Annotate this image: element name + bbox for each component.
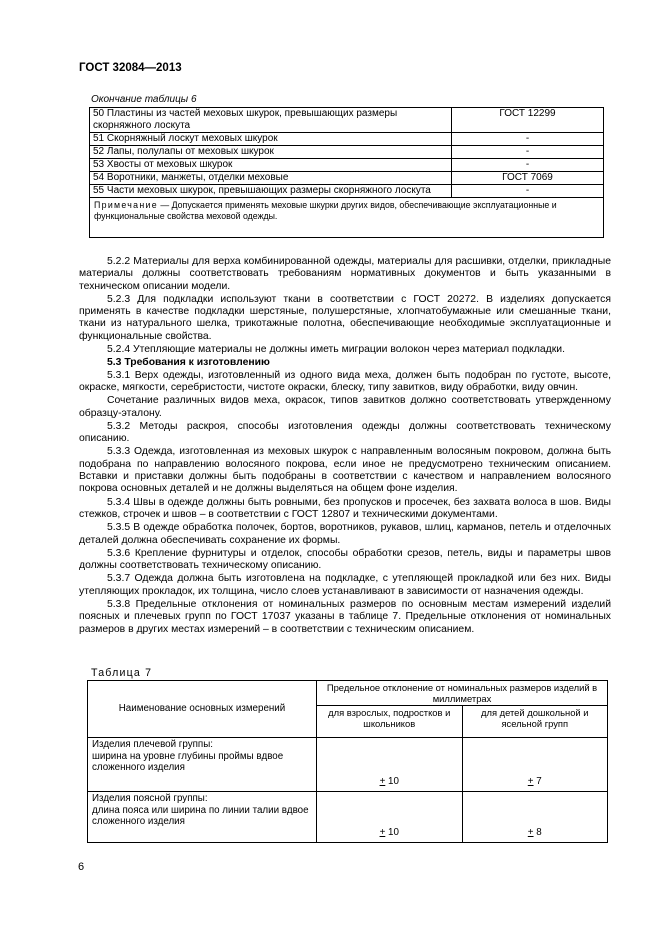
table-row (90, 172, 604, 185)
table6-cell-name: 53 Хвосты от меховых шкурок (90, 159, 452, 172)
measurement-group: Изделия плечевой группы: (92, 739, 213, 750)
table-row (90, 159, 604, 172)
table6-cell-name: 52 Лапы, полулапы от меховых шкурок (90, 146, 452, 159)
table6-cell-standard: ГОСТ 7069 (452, 172, 604, 185)
table6 (89, 107, 604, 238)
table7-cell-adults (317, 792, 463, 843)
table6-cell-name: 50 Пластины из частей меховых шкурок, превышающих размеры скорняжного лоскута (90, 108, 452, 133)
table-row (90, 146, 604, 159)
paragraph-5-3-8: 5.3.8 Предельные отклонения от номинальных размеров по основным местам измерений изделий поясных и плечевых групп по ГОСТ 17037 указаны в таблице 7. Предельные отклонения от номинальных размеров в других местах измерений – в соответствии с техническим описанием. (79, 599, 611, 635)
table7-cell-adults (317, 738, 463, 792)
paragraph-5-3-4: 5.3.4 Швы в одежде должны быть ровными, без пропусков и просечек, без захвата волоса в шов. Виды стежков, строчек и швов – в соответствии с ГОСТ 12807 и техническими документами. (79, 496, 611, 520)
measurement-description: длина пояса или ширина по линии талии вдвое сложенного изделия (92, 804, 309, 827)
table7-cell-kids (462, 792, 608, 843)
paragraph-5-3-2: 5.3.2 Методы раскроя, способы изготовления одежды должны соответствовать техническому описанию. (79, 420, 611, 445)
paragraph-5-2-2: 5.2.2 Материалы для верха комбинированной одежды, материалы для расшивки, отделки, прикладные материалы должны соответствовать требованиям нормативных документов и быть указанными в техническом описании модели. (79, 256, 611, 292)
section-heading-5-3: 5.3 Требования к изготовлению (107, 357, 270, 369)
note-label: Примечание (94, 200, 158, 210)
body-text (79, 256, 611, 637)
paragraph-5-3-1-continuation: Сочетание различных видов меха, окрасок, типов завитков должно соответствовать утвержденному образцу-эталону. (79, 395, 611, 419)
table-row (90, 133, 604, 146)
measurement-description: ширина на уровне глубины проймы вдвое сложенного изделия (92, 750, 284, 773)
table6-cell-standard: - (452, 159, 604, 172)
table-row (90, 108, 604, 133)
table6-note-row (90, 198, 604, 238)
table7-cell-measurement (88, 792, 317, 843)
table7-cell-kids (462, 738, 608, 792)
table7-header-deviation: Предельное отклонение от номинальных размеров изделий в миллиметрах (317, 681, 608, 706)
table6-cell-standard: ГОСТ 12299 (452, 108, 604, 133)
paragraph-5-2-3: 5.2.3 Для подкладки используют ткани в соответствии с ГОСТ 20272. В изделиях допускается применять в качестве подкладки шерстяные, полушерстяные, хлопчатобумажные или смешанные ткани, ткани из натурального шелка, трикотажные полотна, обеспечивающие необходимые эксплуатационные и функциональные свойства. (79, 293, 611, 342)
table6-cell-standard: - (452, 146, 604, 159)
table7-header-measurement: Наименование основных измерений (88, 681, 317, 738)
paragraph-5-3-6: 5.3.6 Крепление фурнитуры и отделок, способы обработки срезов, петель, виды и параметры швов должны соответствовать техническому описанию. (79, 547, 611, 572)
table7-header-adults: для взрослых, подростков и школьников (317, 706, 463, 738)
table-row (88, 792, 608, 843)
deviation-value: 10 (385, 775, 399, 787)
table-row (88, 738, 608, 792)
plus-minus-sign: + (527, 826, 534, 838)
paragraph-5-2-4: 5.2.4 Утепляющие материалы не должны иметь миграции волокон через материал подкладки. (107, 344, 565, 356)
deviation-value: 10 (385, 826, 399, 838)
paragraph-5-3-7: 5.3.7 Одежда должна быть изготовлена на подкладке, с утепляющей прокладкой или без них. Виды утепляющих прокладок, их толщина, число слоев устанавливают в зависимости от назначения одежды. (79, 573, 611, 597)
table7-header-row (88, 681, 608, 706)
plus-minus-sign: + (527, 775, 534, 787)
table6-cell-name: 55 Части меховых шкурок, превышающих размеры скорняжного лоскута (90, 185, 452, 198)
table6-cell-name: 51 Скорняжный лоскут меховых шкурок (90, 133, 452, 146)
deviation-value: 8 (533, 826, 542, 838)
plus-minus-sign: + (379, 775, 386, 787)
deviation-value: 7 (533, 775, 542, 787)
table7-header-kids: для детей дошкольной и ясельной групп (462, 706, 608, 738)
note-text: — Допускается применять меховые шкурки других видов, обеспечивающие эксплуатационные и функциональные свойства меховой одежды. (94, 200, 557, 221)
table6-note (90, 198, 604, 238)
table6-caption: Окончание таблицы 6 (91, 94, 197, 105)
paragraph-5-3-3: 5.3.3 Одежда, изготовленная из меховых шкурок с направленным волосяным покровом, должна быть подобрана по направлению волосяного покрова, если иное не предусмотрено техническим описанием. Вставки и приставки должны быть подобраны в соответствии с качеством и направлением волосяного покрова основных деталей и не должны выделяться на общем фоне изделия. (79, 446, 611, 495)
table-row (90, 185, 604, 198)
plus-minus-sign: + (379, 826, 386, 838)
table6-cell-name: 54 Воротники, манжеты, отделки меховые (90, 172, 452, 185)
document-code: ГОСТ 32084—2013 (79, 62, 182, 74)
table7-cell-measurement (88, 738, 317, 792)
paragraph-5-3-5: 5.3.5 В одежде обработка полочек, бортов, воротников, рукавов, шлиц, карманов, петель и отделочных деталей должна обеспечивать сохранение их формы. (79, 522, 611, 546)
paragraph-5-3-1: 5.3.1 Верх одежды, изготовленный из одного вида меха, должен быть подобран по густоте, высоте, окраске, мягкости, серебристости, чистоте окраски, блеску, типу завитков, виду обработки, виду овчин. (79, 369, 611, 393)
table7 (87, 680, 608, 843)
page-number: 6 (78, 861, 85, 873)
table7-caption: Таблица 7 (91, 667, 153, 679)
measurement-group: Изделия поясной группы: (92, 793, 208, 804)
table6-cell-standard: - (452, 185, 604, 198)
table6-cell-standard: - (452, 133, 604, 146)
